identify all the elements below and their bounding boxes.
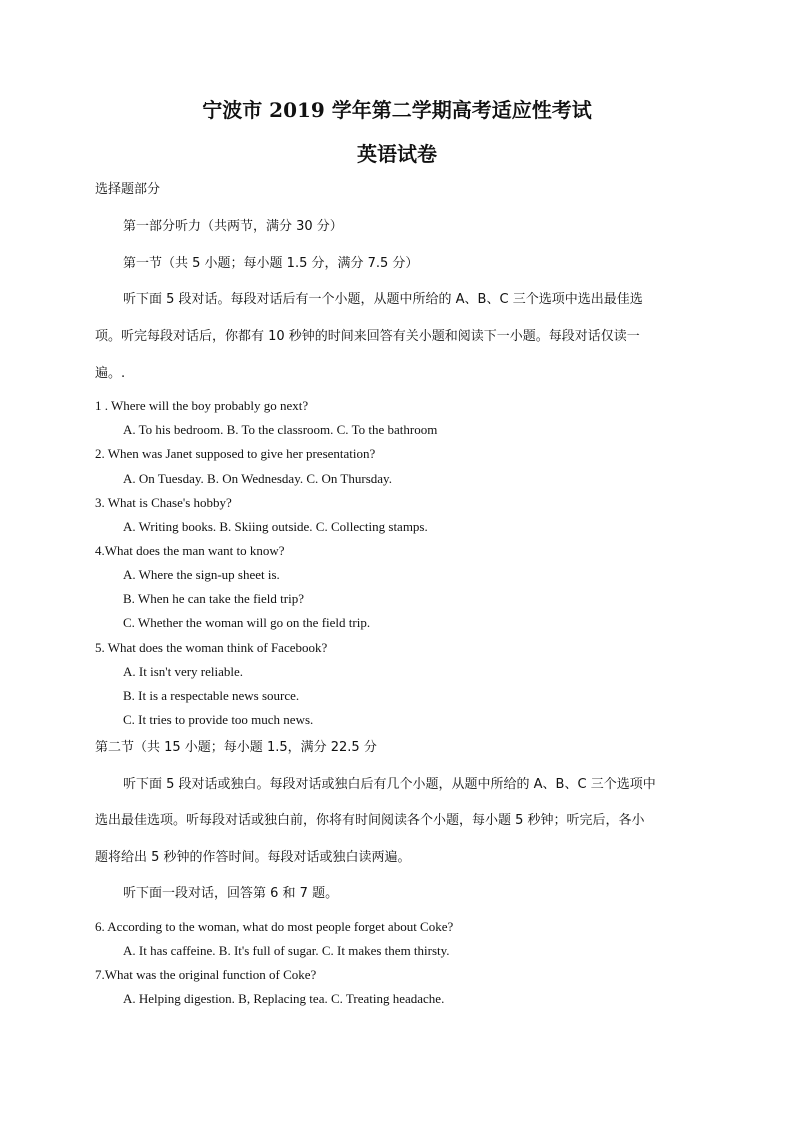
question-2-options: A. On Tuesday. B. On Wednesday. C. On Thursday.	[123, 471, 392, 486]
question-1-options: A. To his bedroom. B. To the classroom. C. To the bathroom	[123, 422, 438, 437]
question-4: 4.What does the man want to know?	[95, 543, 285, 558]
sub-instruction: 听下面一段对话，回答第 6 和 7 题。	[123, 886, 339, 901]
question-3-options: A. Writing books. B. Skiing outside. C. Collecting stamps.	[123, 519, 428, 534]
exam-title: 宁波市 2019 学年第二学期高考适应性考试	[202, 98, 592, 122]
instruction-line: 选出最佳选项。听每段对话或独白前，你将有时间阅读各个小题，每小题 5 秒钟；听完后，各小	[95, 813, 645, 828]
section-label: 选择题部分	[95, 182, 161, 197]
question-5-option-c: C. It tries to provide too much news.	[123, 712, 314, 727]
instruction-line: 遍。.	[95, 366, 126, 381]
question-7-options: A. Helping digestion. B, Replacing tea. C. Treating headache.	[123, 991, 445, 1006]
part1-heading: 第一部分听力（共两节，满分 30 分）	[123, 219, 343, 234]
question-4-option-c: C. Whether the woman will go on the field trip.	[123, 615, 371, 630]
instruction-line: 题将给出 5 秒钟的作答时间。每段对话或独白读两遍。	[95, 850, 411, 865]
instruction-line: 听下面 5 段对话或独白。每段对话或独白后有几个小题，从题中所给的 A、B、C 三个选项中	[123, 777, 656, 792]
section2-heading: 第二节（共 15 小题；每小题 1.5，满分 22.5 分	[95, 740, 377, 755]
question-5-option-b: B. It is a respectable news source.	[123, 688, 300, 703]
question-6: 6. According to the woman, what do most people forget about Coke?	[95, 919, 454, 934]
question-3: 3. What is Chase's hobby?	[95, 495, 232, 510]
question-2: 2. When was Janet supposed to give her presentation?	[95, 446, 376, 461]
question-4-option-a: A. Where the sign-up sheet is.	[123, 567, 280, 582]
section1-heading: 第一节（共 5 小题；每小题 1.5 分，满分 7.5 分）	[123, 256, 419, 271]
question-6-options: A. It has caffeine. B. It's full of sugar. C. It makes them thirsty.	[123, 943, 450, 958]
instruction-line: 项。听完每段对话后，你都有 10 秒钟的时间来回答有关小题和阅读下一小题。每段对话仅读一	[95, 329, 640, 344]
question-5: 5. What does the woman think of Facebook?	[95, 640, 328, 655]
question-5-option-a: A. It isn't very reliable.	[123, 664, 244, 679]
exam-subtitle: 英语试卷	[357, 142, 437, 166]
question-4-option-b: B. When he can take the field trip?	[123, 591, 304, 606]
question-7: 7.What was the original function of Coke?	[95, 967, 317, 982]
instruction-line: 听下面 5 段对话。每段对话后有一个小题，从题中所给的 A、B、C 三个选项中选出最佳选	[123, 292, 643, 307]
question-1: 1 . Where will the boy probably go next?	[95, 398, 309, 413]
